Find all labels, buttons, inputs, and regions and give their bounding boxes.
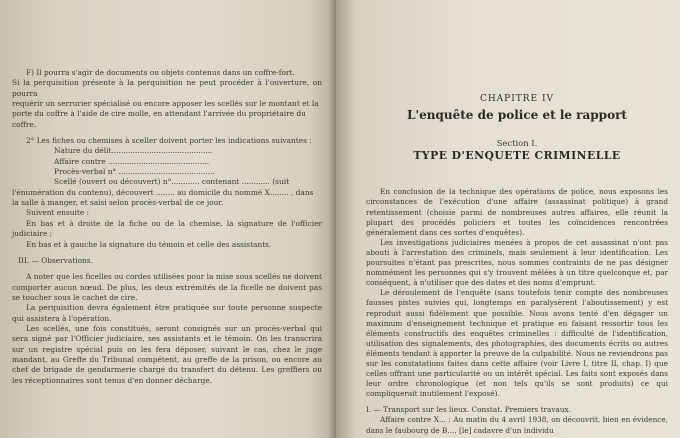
label-scelle: Scellé (ouvert ou découvert) n°............ contenant ............ (suit bbox=[54, 177, 290, 187]
f-line: coffre. bbox=[12, 119, 37, 129]
left-page bbox=[0, 0, 336, 438]
en-bas-2: En bas et à gauche la signature du témoin et celle des assistants. bbox=[26, 239, 272, 249]
f-item: F) Il pourra s'agir de documents ou objets contenus dans un coffre-fort. bbox=[26, 68, 295, 77]
label-affaire: Affaire contre ........................................... bbox=[54, 156, 210, 166]
paragraph-3: Le déroulement de l'enquête (sans toutefois tenir compte des nombreuses fausses pistes suivies qui, longtemps en paralysèrent l'aboutissement) y est reproduit aussi fidèlement que possible. Nous avons tenté d'en dégager un maximum d'enseignement technique et pratique en faisant ressortir tous les éléments constructifs des enquêtes criminelles : difficulté de l'identification, utilisation des signalements, des photographies, des documents écrits ou autres éléments tendant à apporter la preuve de la culpabilité. Nous ne reviendrons pas sur les constatations faites dans cette affaire (voir Livre I, titre II, chap. I) que celles offrant une particularité ou un intérêt spécial. Les faits sont exposés dans leur ordre chronologique (et non tels qu'ils se sont produits) ce qui compliquerait inutilement l'exposé). bbox=[366, 288, 668, 399]
f-line: Si la perquisition présente à la perquisition ne peut procéder à l'ouverture, on pourra bbox=[12, 78, 322, 98]
label-nature: Nature du délit........................................... bbox=[54, 146, 213, 156]
chapter-number: CHAPITRE IV bbox=[479, 94, 555, 104]
transport-text: Affaire contre X... : Au matin du 4 avril 1938, on découvrit, bien en évidence, dans le faubourg de B..., [le] cadavre d'un individu bbox=[366, 415, 668, 435]
chapter-title: L'enquête de police et le rapport bbox=[407, 108, 627, 123]
f-line: porte du coffre à l'aide de cire molle, en attendant l'arrivée du propriétaire du bbox=[12, 109, 306, 119]
obs-paragraph-3: Les scellés, une fois constitués, seront consignés sur un procès-verbal qui sera signé par l'Officier judiciaire, ses assistants et le témoin. On les transcrira sur un registre spécial puis on les fera déposer, suivant le cas, chez le juge mandant, au Greffe du Tribunal compétent, au greffe de la prison, ou encore au chef de brigade de gendarmerie chargé du transfert du détenu. Les greffiers ou les réceptionnaires sont tenus d'en donner décharge. bbox=[12, 323, 322, 385]
item2-intro: 2° Les fiches ou chemises à sceller doivent porter les indications suivantes : bbox=[26, 136, 312, 146]
observations-heading: III. — Observations. bbox=[18, 255, 93, 265]
paragraph-1: En conclusion de la technique des opérations de police, nous exposons les circonstances de l'exécution d'une affaire (assassinat politique) à grand retentissement (choisie parmi de nombreuses autres affaires, elle réunit la plupart des procédés policiers et toutes les coïncidences rencontrées généralement dans ces sortes d'enquêtes). bbox=[366, 187, 668, 237]
paragraph-2: Les investigations judiciaires menées à propos de cet assassinat n'ont pas abouti à l'arrestation des criminels, mais seulement à leur identification. Les poursuites n'étant pas prescrites, nous sommes contraints de ne pas désigner nommément les personnes qui s'y trouvent mêlées à un titre quelconque et, par conséquent, à n'utiliser que des dates et des noms d'emprunt. bbox=[366, 237, 668, 288]
right-page bbox=[336, 0, 680, 438]
section-title: TYPE D'ENQUETE CRIMINELLE bbox=[413, 149, 621, 163]
item2-tail: l'énumération du contenu), découvert ........ au domicile du nommé X........ , dans bbox=[12, 187, 314, 197]
obs-paragraph-2: La perquisition devra également être pratiquée sur toute personne suspecte qui assistera à l'opération. bbox=[12, 303, 322, 323]
f-line: requérir un serrurier spécialisé ou encore apposer les scellés sur le montant et la bbox=[12, 99, 319, 109]
en-bas-1: En bas et à droite de la fiche ou de la chemise, la signature de l'officier judiciaire ; bbox=[12, 218, 322, 239]
transport-heading: I. — Transport sur les lieux. Constat. Premiers travaux. bbox=[366, 405, 571, 415]
section-number: Section I. bbox=[496, 138, 538, 149]
suivent: Suivent ensuite : bbox=[26, 208, 90, 218]
item2-tail: la salle à manger, et saisi selon procès-verbal de ce jour. bbox=[12, 198, 224, 208]
label-proces-verbal: Procès-verbal n° ......................................... bbox=[54, 167, 215, 177]
obs-paragraph-1: A noter que les ficelles ou cordes utilisées pour la mise sous scellés ne doivent comporter aucun nœud. De plus, les deux extrémités de la ficelle ne doivent pas se toucher sous le cachet de cire. bbox=[12, 272, 322, 302]
